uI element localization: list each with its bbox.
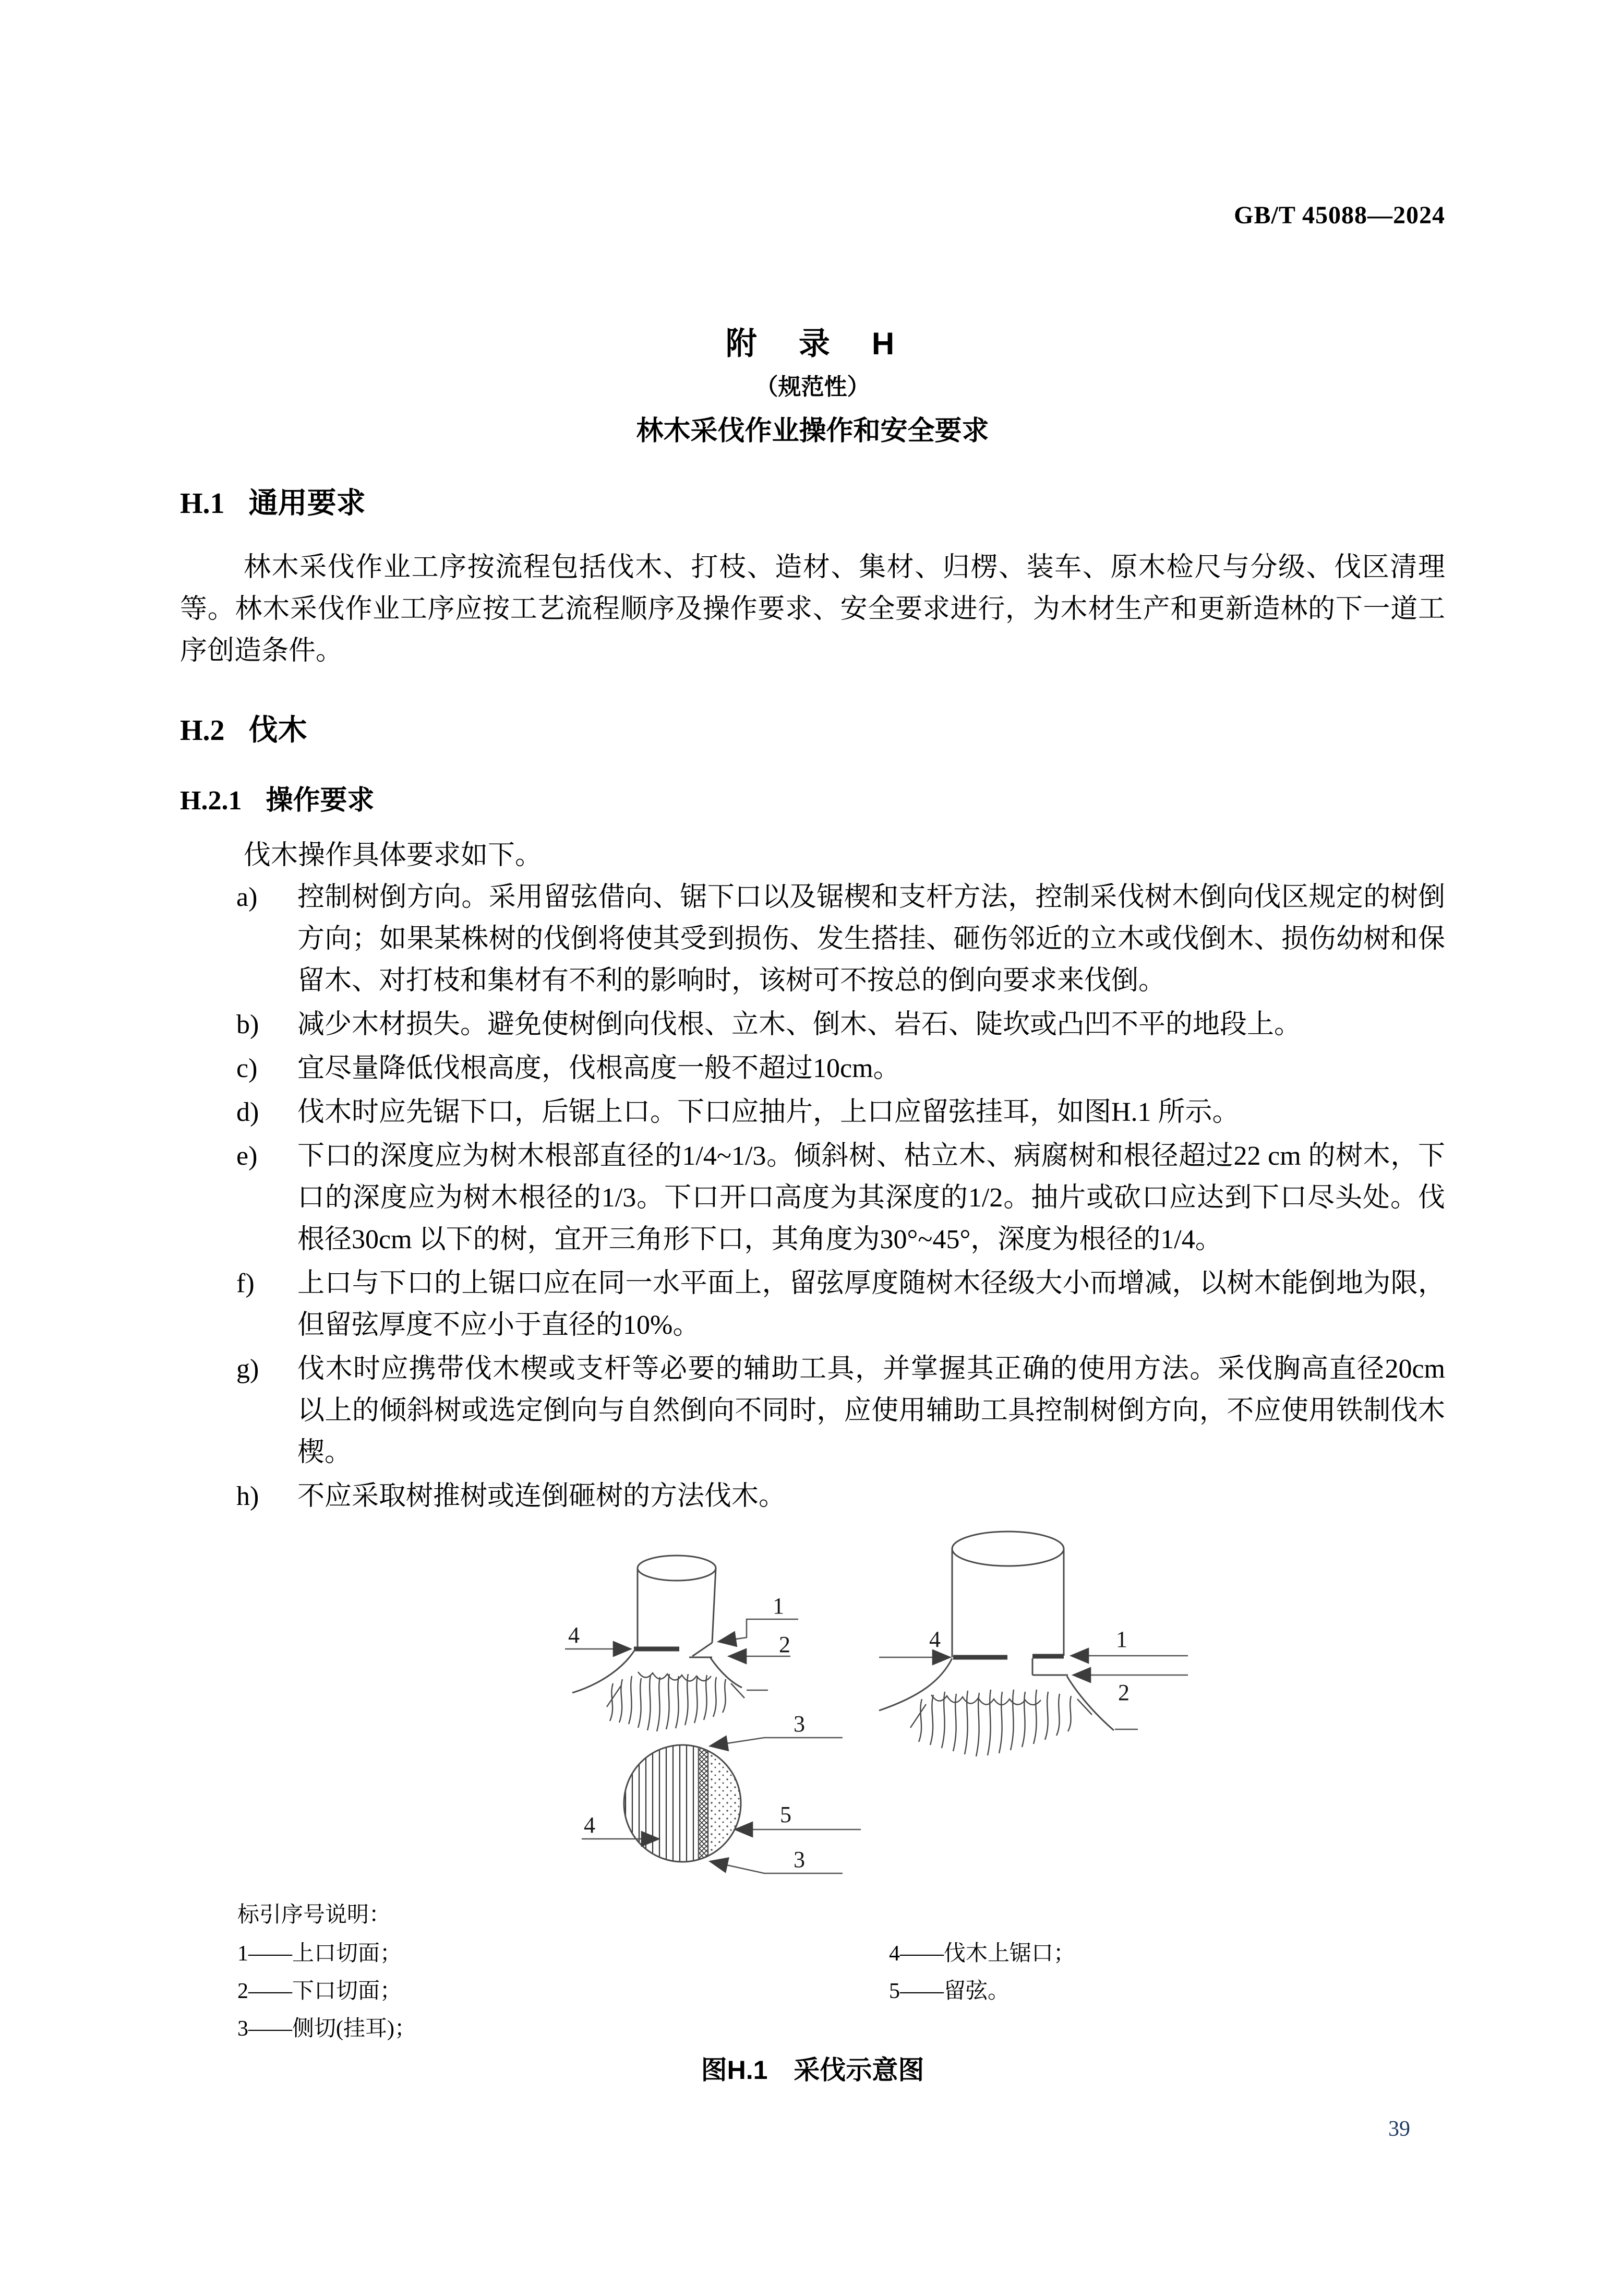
saw-cut-region bbox=[624, 1745, 699, 1862]
right-stump-trunk bbox=[952, 1549, 1064, 1657]
right-stump-flare-right bbox=[1067, 1676, 1114, 1730]
item-text: 伐木时应携带伐木楔或支杆等必要的辅助工具，并掌握其正确的使用方法。采伐胸高直径20cm 以上的倾斜树或选定倒向与自然倒向不同时，应使用辅助工具控制树倒方向，不应使用铁制伐木楔。 bbox=[297, 1354, 1445, 1467]
item-text: 减少木材损失。避免使树倒向伐根、立木、倒木、岩石、陡坎或凸凹不平的地段上。 bbox=[297, 1010, 1302, 1039]
felling-diagram-svg bbox=[514, 1527, 1213, 1882]
legend-column-left bbox=[237, 1935, 889, 2048]
section-h21-heading bbox=[180, 782, 1445, 819]
item-text: 不应采取树推树或连倒砸树的方法伐木。 bbox=[297, 1481, 786, 1511]
appendix-title-block bbox=[180, 323, 1445, 451]
item-label: a) bbox=[236, 882, 258, 912]
left-stump-flare-right bbox=[710, 1657, 742, 1688]
item-label: h) bbox=[236, 1481, 259, 1511]
left-stump-flare-left bbox=[572, 1649, 635, 1693]
figure-legend bbox=[237, 1896, 1445, 2048]
legend-item-3: 3——侧切(挂耳)； bbox=[237, 2017, 416, 2041]
item-text: 上口与下口的上锯口应在同一水平面上，留弦厚度随树木径级大小而增减，以树木能倒地为限，但留弦厚度不应小于直径的10%。 bbox=[297, 1269, 1445, 1340]
section-h21-number: H.2.1 bbox=[180, 786, 242, 816]
figure-h1 bbox=[180, 1527, 1445, 1882]
item-label: e) bbox=[236, 1141, 258, 1171]
leader-line-3-bottom bbox=[710, 1861, 843, 1873]
appendix-normative-label: （规范性） bbox=[755, 374, 870, 400]
legend-column-right bbox=[889, 1935, 1075, 2048]
right-stump-flare-left bbox=[879, 1658, 952, 1711]
h21-item-list bbox=[180, 877, 1445, 1517]
callout-4-right: 4 bbox=[929, 1627, 941, 1652]
legend-item-4: 4——伐木上锯口； bbox=[889, 1942, 1076, 1966]
side-cut-strip bbox=[699, 1745, 708, 1862]
section-h1-heading bbox=[180, 485, 1445, 522]
right-stump-undercut-step bbox=[1032, 1658, 1068, 1675]
leader-line-3-top bbox=[710, 1738, 843, 1746]
callout-5: 5 bbox=[780, 1802, 791, 1827]
callout-2-left: 2 bbox=[779, 1632, 790, 1657]
callout-4-circle: 4 bbox=[584, 1812, 595, 1838]
item-text: 下口的深度应为树木根部直径的1/4~1/3。倾斜树、枯立木、病腐树和根径超过22 cm 的树木，下口的深度应为树木根径的1/3。下口开口高度为其深度的1/2。抽片或砍口应达到下口尽头处。伐根径30cm 以下的树，宜开三角形下口，其角度为30°~45°，深度为根径的1/4。 bbox=[297, 1141, 1445, 1254]
section-h1-title: 通用要求 bbox=[248, 486, 366, 519]
list-item-a bbox=[180, 877, 1445, 1002]
list-item-f bbox=[180, 1263, 1445, 1346]
legend-title: 标引序号说明： bbox=[237, 1903, 391, 1927]
list-item-c bbox=[180, 1048, 1445, 1090]
list-item-e bbox=[180, 1135, 1445, 1261]
item-text: 宜尽量降低伐根高度，伐根高度一般不超过10cm。 bbox=[297, 1054, 900, 1083]
callout-3-bottom: 3 bbox=[794, 1847, 805, 1872]
item-text: 控制树倒方向。采用留弦借向、锯下口以及锯楔和支杆方法，控制采伐树木倒向伐区规定的树倒方向；如果某株树的伐倒将使其受到损伤、发生搭挂、砸伤邻近的立木或伐倒木、损伤幼树和保留木、对打枝和集材有不利的影响时，该树可不按总的倒向要求来伐倒。 bbox=[297, 882, 1445, 996]
item-label: g) bbox=[236, 1354, 259, 1384]
section-h21-title: 操作要求 bbox=[266, 785, 375, 816]
page-number: 39 bbox=[1388, 2117, 1410, 2141]
appendix-title: 附 录 H bbox=[725, 326, 900, 361]
callout-1-right: 1 bbox=[1116, 1627, 1127, 1652]
standard-number: GB/T 45088—2024 bbox=[1234, 201, 1445, 229]
callout-1-left: 1 bbox=[773, 1593, 784, 1619]
left-stump-top bbox=[638, 1556, 716, 1581]
right-stump-top bbox=[952, 1532, 1064, 1566]
left-stump bbox=[565, 1556, 798, 1731]
legend-columns bbox=[237, 1935, 1445, 2048]
callout-2-right: 2 bbox=[1118, 1680, 1130, 1705]
stump-cross-section bbox=[582, 1711, 861, 1873]
figure-caption: 图H.1 采伐示意图 bbox=[701, 2055, 924, 2085]
list-item-h bbox=[180, 1476, 1445, 1517]
legend-item-5: 5——留弦。 bbox=[889, 1979, 1010, 2003]
item-text: 伐木时应先锯下口，后锯上口。下口应抽片，上口应留弦挂耳，如图H.1 所示。 bbox=[297, 1097, 1240, 1127]
section-h2-heading bbox=[180, 712, 1445, 749]
right-stump bbox=[879, 1532, 1188, 1756]
callout-4-left: 4 bbox=[568, 1622, 580, 1648]
item-label: f) bbox=[236, 1269, 255, 1298]
callout-3-top: 3 bbox=[794, 1711, 805, 1737]
appendix-subject-title: 林木采伐作业操作和安全要求 bbox=[636, 416, 989, 446]
list-item-b bbox=[180, 1004, 1445, 1046]
item-label: b) bbox=[236, 1010, 259, 1039]
section-h1-number: H.1 bbox=[180, 487, 225, 520]
doc-header bbox=[180, 201, 1445, 230]
section-h1-paragraph: 林木采伐作业工序按流程包括伐木、打枝、造材、集材、归楞、装车、原木检尺与分级、伐区清理等。林木采伐作业工序应按工艺流程顺序及操作要求、安全要求进行，为木材生产和更新造林的下一道工序创造条件。 bbox=[180, 553, 1445, 666]
legend-item-1: 1——上口切面； bbox=[237, 1942, 402, 1966]
item-label: d) bbox=[236, 1097, 259, 1127]
left-stump-roots bbox=[607, 1672, 744, 1731]
section-h2-title: 伐木 bbox=[248, 713, 307, 746]
list-item-d bbox=[180, 1092, 1445, 1133]
h21-intro: 伐木操作具体要求如下。 bbox=[244, 841, 543, 870]
left-stump-undercut-notch bbox=[689, 1643, 712, 1657]
section-h2-number: H.2 bbox=[180, 714, 225, 747]
item-label: c) bbox=[236, 1054, 258, 1083]
list-item-g bbox=[180, 1348, 1445, 1474]
right-stump-roots bbox=[910, 1690, 1092, 1756]
legend-item-2: 2——下口切面； bbox=[237, 1979, 402, 2003]
